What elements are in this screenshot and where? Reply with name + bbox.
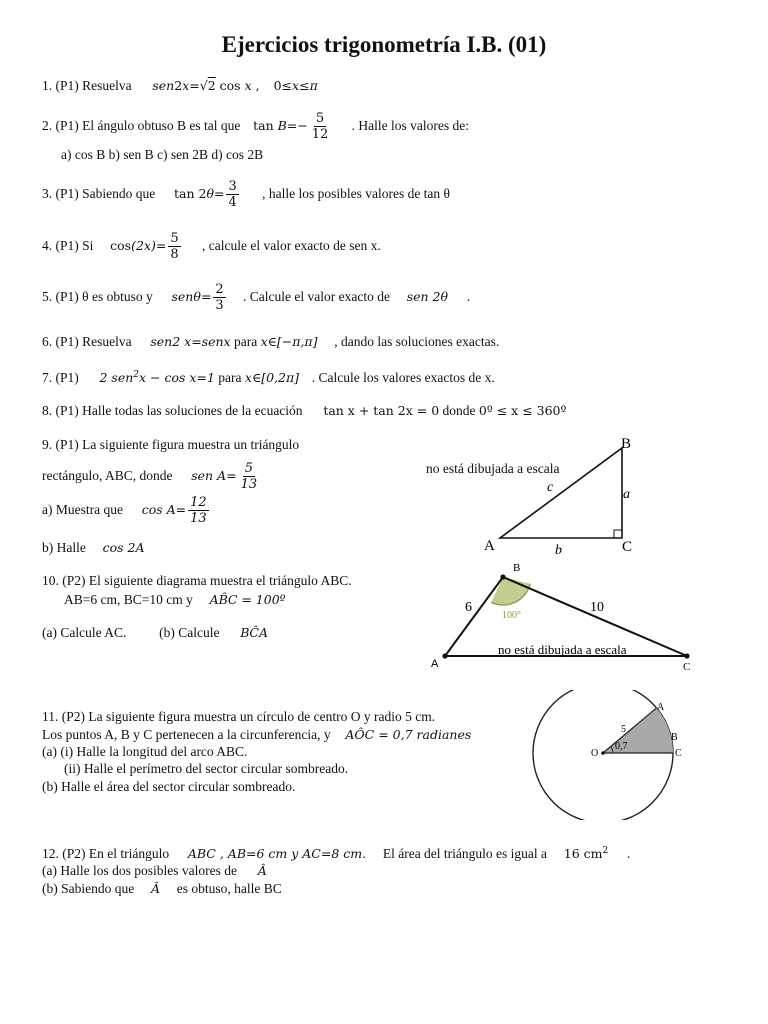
question-9-part-a-equation: cos A= $\frac{12}{13}$ <box>141 495 207 526</box>
question-7-equation: 2 sen$^2$x − cos x=1 <box>99 370 215 386</box>
question-9-line-1: 9. (P1) La siguiente figura muestra un triángulo <box>42 437 300 452</box>
center-O-label: O <box>591 748 599 759</box>
question-1-label: 1. (P1) Resuelva <box>42 78 132 93</box>
question-4 <box>42 231 381 262</box>
right-angle-marker <box>614 530 622 538</box>
question-8-label: 8. (P1) Halle todas las soluciones de la ecuación <box>42 403 303 418</box>
question-10-parts <box>42 625 268 641</box>
question-4-tail: , calcule el valor exacto de sen x. <box>201 238 381 253</box>
center-point <box>601 751 605 755</box>
question-6-equation: sen2 x=senx <box>150 334 231 349</box>
vertex-A-label: A <box>431 658 439 670</box>
question-3-label: 3. (P1) Sabiendo que <box>42 186 156 201</box>
right-triangle-figure <box>470 430 650 560</box>
radius-label: 5 <box>621 724 626 735</box>
obtuse-triangle-figure <box>425 555 700 675</box>
question-1-equation: sen2x=√2 cos x , 0≤x≤π <box>152 78 318 93</box>
question-10-part-a: (a) Calcule AC. <box>42 625 127 640</box>
question-7 <box>42 370 495 386</box>
question-9-equation: sen A= $\frac{5}{13}$ <box>191 461 258 492</box>
question-5-equation: senθ= $\frac{2}{3}$ <box>171 282 224 313</box>
question-5-label: 5. (P1) θ es obtuso y <box>42 289 153 304</box>
question-11-line-2: Los puntos A, B y C pertenecen a la circunferencia, y AÔC = 0,7 radianes <box>42 727 472 742</box>
point-C-label: C <box>675 748 682 759</box>
question-11-equation: AÔC = 0,7 radianes <box>345 727 472 742</box>
question-2 <box>42 111 469 142</box>
question-3-equation: tan 2θ= $\frac{3}{4}$ <box>173 179 237 210</box>
question-9-part-a: a) Muestra que cos A= $\frac{12}{13}$ <box>42 495 211 526</box>
point-B-label: B <box>671 732 678 743</box>
question-9-part-b-equation: cos 2A <box>102 540 145 555</box>
question-12 <box>42 846 630 862</box>
shaded-sector <box>603 708 673 753</box>
question-6-label: 6. (P1) Resuelva <box>42 334 132 349</box>
angle-label: 0,7 <box>615 741 628 752</box>
page-title: Ejercicios trigonometría I.B. (01) <box>221 32 547 57</box>
vertex-A-label: A <box>484 538 495 554</box>
vertex-B-label: B <box>621 436 632 452</box>
vertex-C-point <box>684 653 689 658</box>
vertex-A-point <box>442 653 447 658</box>
question-11-line-1: 11. (P2) La siguiente figura muestra un círculo de centro O y radio 5 cm. <box>42 709 436 724</box>
question-10-part-b-equation: BĈA <box>240 625 268 640</box>
question-7-para: para <box>218 370 242 386</box>
question-11-part-b: (b) Halle el área del sector circular sombreado. <box>42 779 296 794</box>
question-10-line-2: AB=6 cm, BC=10 cm y AB̂C = 100º <box>64 592 286 607</box>
question-12-part-a: (a) Halle los dos posibles valores de Â <box>42 863 267 878</box>
vertex-C-label: C <box>683 661 691 673</box>
question-2-subparts: a) cos B b) sen B c) sen 2B d) cos 2B <box>61 147 264 162</box>
question-5-period: . <box>466 289 471 304</box>
question-11-part-a-i: (a) (i) Halle la longitud del arco ABC. <box>42 744 248 759</box>
question-12-area: 16 $cm^2$ <box>563 846 609 862</box>
point-A-label: A <box>657 702 665 713</box>
side-BC-label: 10 <box>590 600 604 615</box>
question-12-part-b: (b) Sabiendo que Â es obtuso, halle BC <box>42 881 282 896</box>
question-9-part-b: b) Halle cos 2A <box>42 540 145 555</box>
question-7-domain: x∈[0,2π] <box>244 370 300 386</box>
question-4-equation: cos(2x)= $\frac{5}{8}$ <box>110 231 179 262</box>
question-11-part-a-ii: (ii) Halle el perímetro del sector circular sombreado. <box>64 761 349 776</box>
question-12-period: . <box>627 846 631 862</box>
side-AB-label: 6 <box>465 600 472 615</box>
scale-note: no está dibujada a escala <box>498 642 627 657</box>
question-8-equation: tan x + tan 2x = 0 <box>323 403 440 418</box>
right-triangle <box>500 448 622 538</box>
question-3 <box>42 179 450 210</box>
question-10-equation: AB̂C = 100º <box>209 592 286 607</box>
question-12-part-b-equation: Â <box>150 881 161 896</box>
question-2-tail: . Halle los valores de: <box>351 118 470 133</box>
side-a-label: a <box>623 487 630 502</box>
circle <box>533 690 673 820</box>
question-3-tail: , halle los posibles valores de tan θ <box>262 186 451 201</box>
side-c-label: c <box>547 480 554 495</box>
question-5-tail: . Calcule el valor exacto de <box>243 289 390 304</box>
question-6-domain: x∈[−π,π] <box>260 334 318 349</box>
question-7-tail: . Calcule los valores exactos de x. <box>311 370 495 386</box>
question-8 <box>42 403 566 419</box>
question-12-middle: El área del triángulo es igual a <box>382 846 548 862</box>
question-6-tail: , dando las soluciones exactas. <box>334 334 500 349</box>
angle-label: 100° <box>502 610 521 621</box>
question-5-equation-2: sen 2θ <box>406 289 449 304</box>
question-9-line-2: rectángulo, ABC, donde sen A= $\frac{5}{13}$ <box>42 461 261 492</box>
question-10-line-1: 10. (P2) El siguiente diagrama muestra el triángulo ABC. <box>42 573 352 588</box>
vertex-C-label: C <box>622 539 633 555</box>
question-6-para: para <box>233 334 258 349</box>
question-1 <box>42 78 318 94</box>
question-6 <box>42 334 499 350</box>
side-b-label: b <box>555 543 562 558</box>
question-8-donde: donde <box>442 403 476 418</box>
question-5 <box>42 282 470 313</box>
question-4-label: 4. (P1) Si <box>42 238 94 253</box>
question-12-label: 12. (P2) En el triángulo <box>42 846 170 862</box>
question-2-label: 2. (P1) El ángulo obtuso B es tal que <box>42 118 241 133</box>
question-10-part-b: (b) Calcule <box>159 625 220 640</box>
question-9-scale-note: no está dibujada a escala <box>426 461 560 476</box>
circle-sector-figure <box>525 690 695 820</box>
question-8-domain: 0º ≤ x ≤ 360º <box>478 403 567 418</box>
vertex-B-point <box>500 574 505 579</box>
vertex-B-label: B <box>513 562 521 574</box>
question-12-equation: ABC , AB=6 cm y AC=8 cm. <box>187 846 367 862</box>
question-12-part-a-equation: Â <box>257 863 267 878</box>
question-2-equation: tan B=− $\frac{5}{12}$ <box>253 111 329 142</box>
question-7-label: 7. (P1) <box>42 370 79 386</box>
